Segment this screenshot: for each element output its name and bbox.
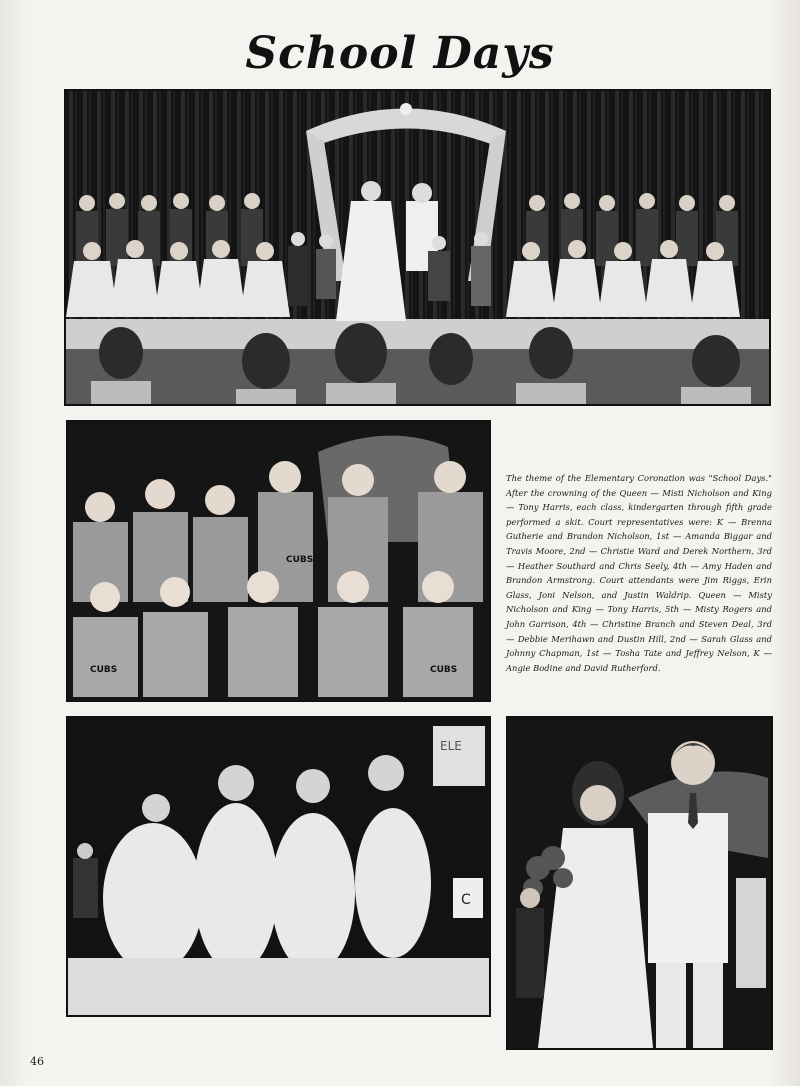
skit-photo-art bbox=[68, 718, 489, 1015]
coronation-caption: The theme of the Elementary Coronation was "School Days." After the crowning of the Queen — Misti Nicholson and King — Tony Harris, each class, kindergarten through fifth grade performed a skit. Court representatives were: K — Brenna Gutherie and Brandon Nicholson, 1st — Amanda Biggar and Travis Moore, 2nd — Christie Ward and Derek Northern, 3rd — Heather Southard and Chris Seely, 4th — Amy Haden and Brandon Armstrong. Court attendants were Jim Riggs, Erin Glass, Joni Nelson, and Justin Waldrip. Queen — Misty Nicholson and King — Tony Harris, 5th — Misty Rogers and John Garrison, 4th — Christine Branch and Steven Deal, 3rd — Debbie Merihawn and Dustin Hill, 2nd — Sarah Glass and Johnny Chapman, 1st — Tosha Tate and Jeffrey Nelson, K — Angie Bodine and David Rutherford. bbox=[506, 473, 772, 673]
royals-photo-art bbox=[508, 718, 771, 1048]
queen-and-king-photo bbox=[506, 716, 773, 1050]
coronation-stage-photo bbox=[64, 89, 771, 406]
cubs-shirt-label: CUBS bbox=[90, 665, 118, 675]
cubs-shirt-label: CUBS bbox=[430, 665, 458, 675]
cubs-photo-art bbox=[68, 422, 489, 700]
page-title: School Days bbox=[245, 28, 555, 79]
cubs-shirt-label: CUBS bbox=[286, 555, 314, 565]
cubs-class-photo bbox=[66, 420, 491, 702]
stage-photo-art bbox=[66, 91, 769, 404]
costume-skit-photo bbox=[66, 716, 491, 1017]
page-number: 46 bbox=[30, 1055, 44, 1068]
skit-card-text: C bbox=[461, 892, 471, 908]
skit-sign-text: ELE bbox=[440, 739, 462, 753]
